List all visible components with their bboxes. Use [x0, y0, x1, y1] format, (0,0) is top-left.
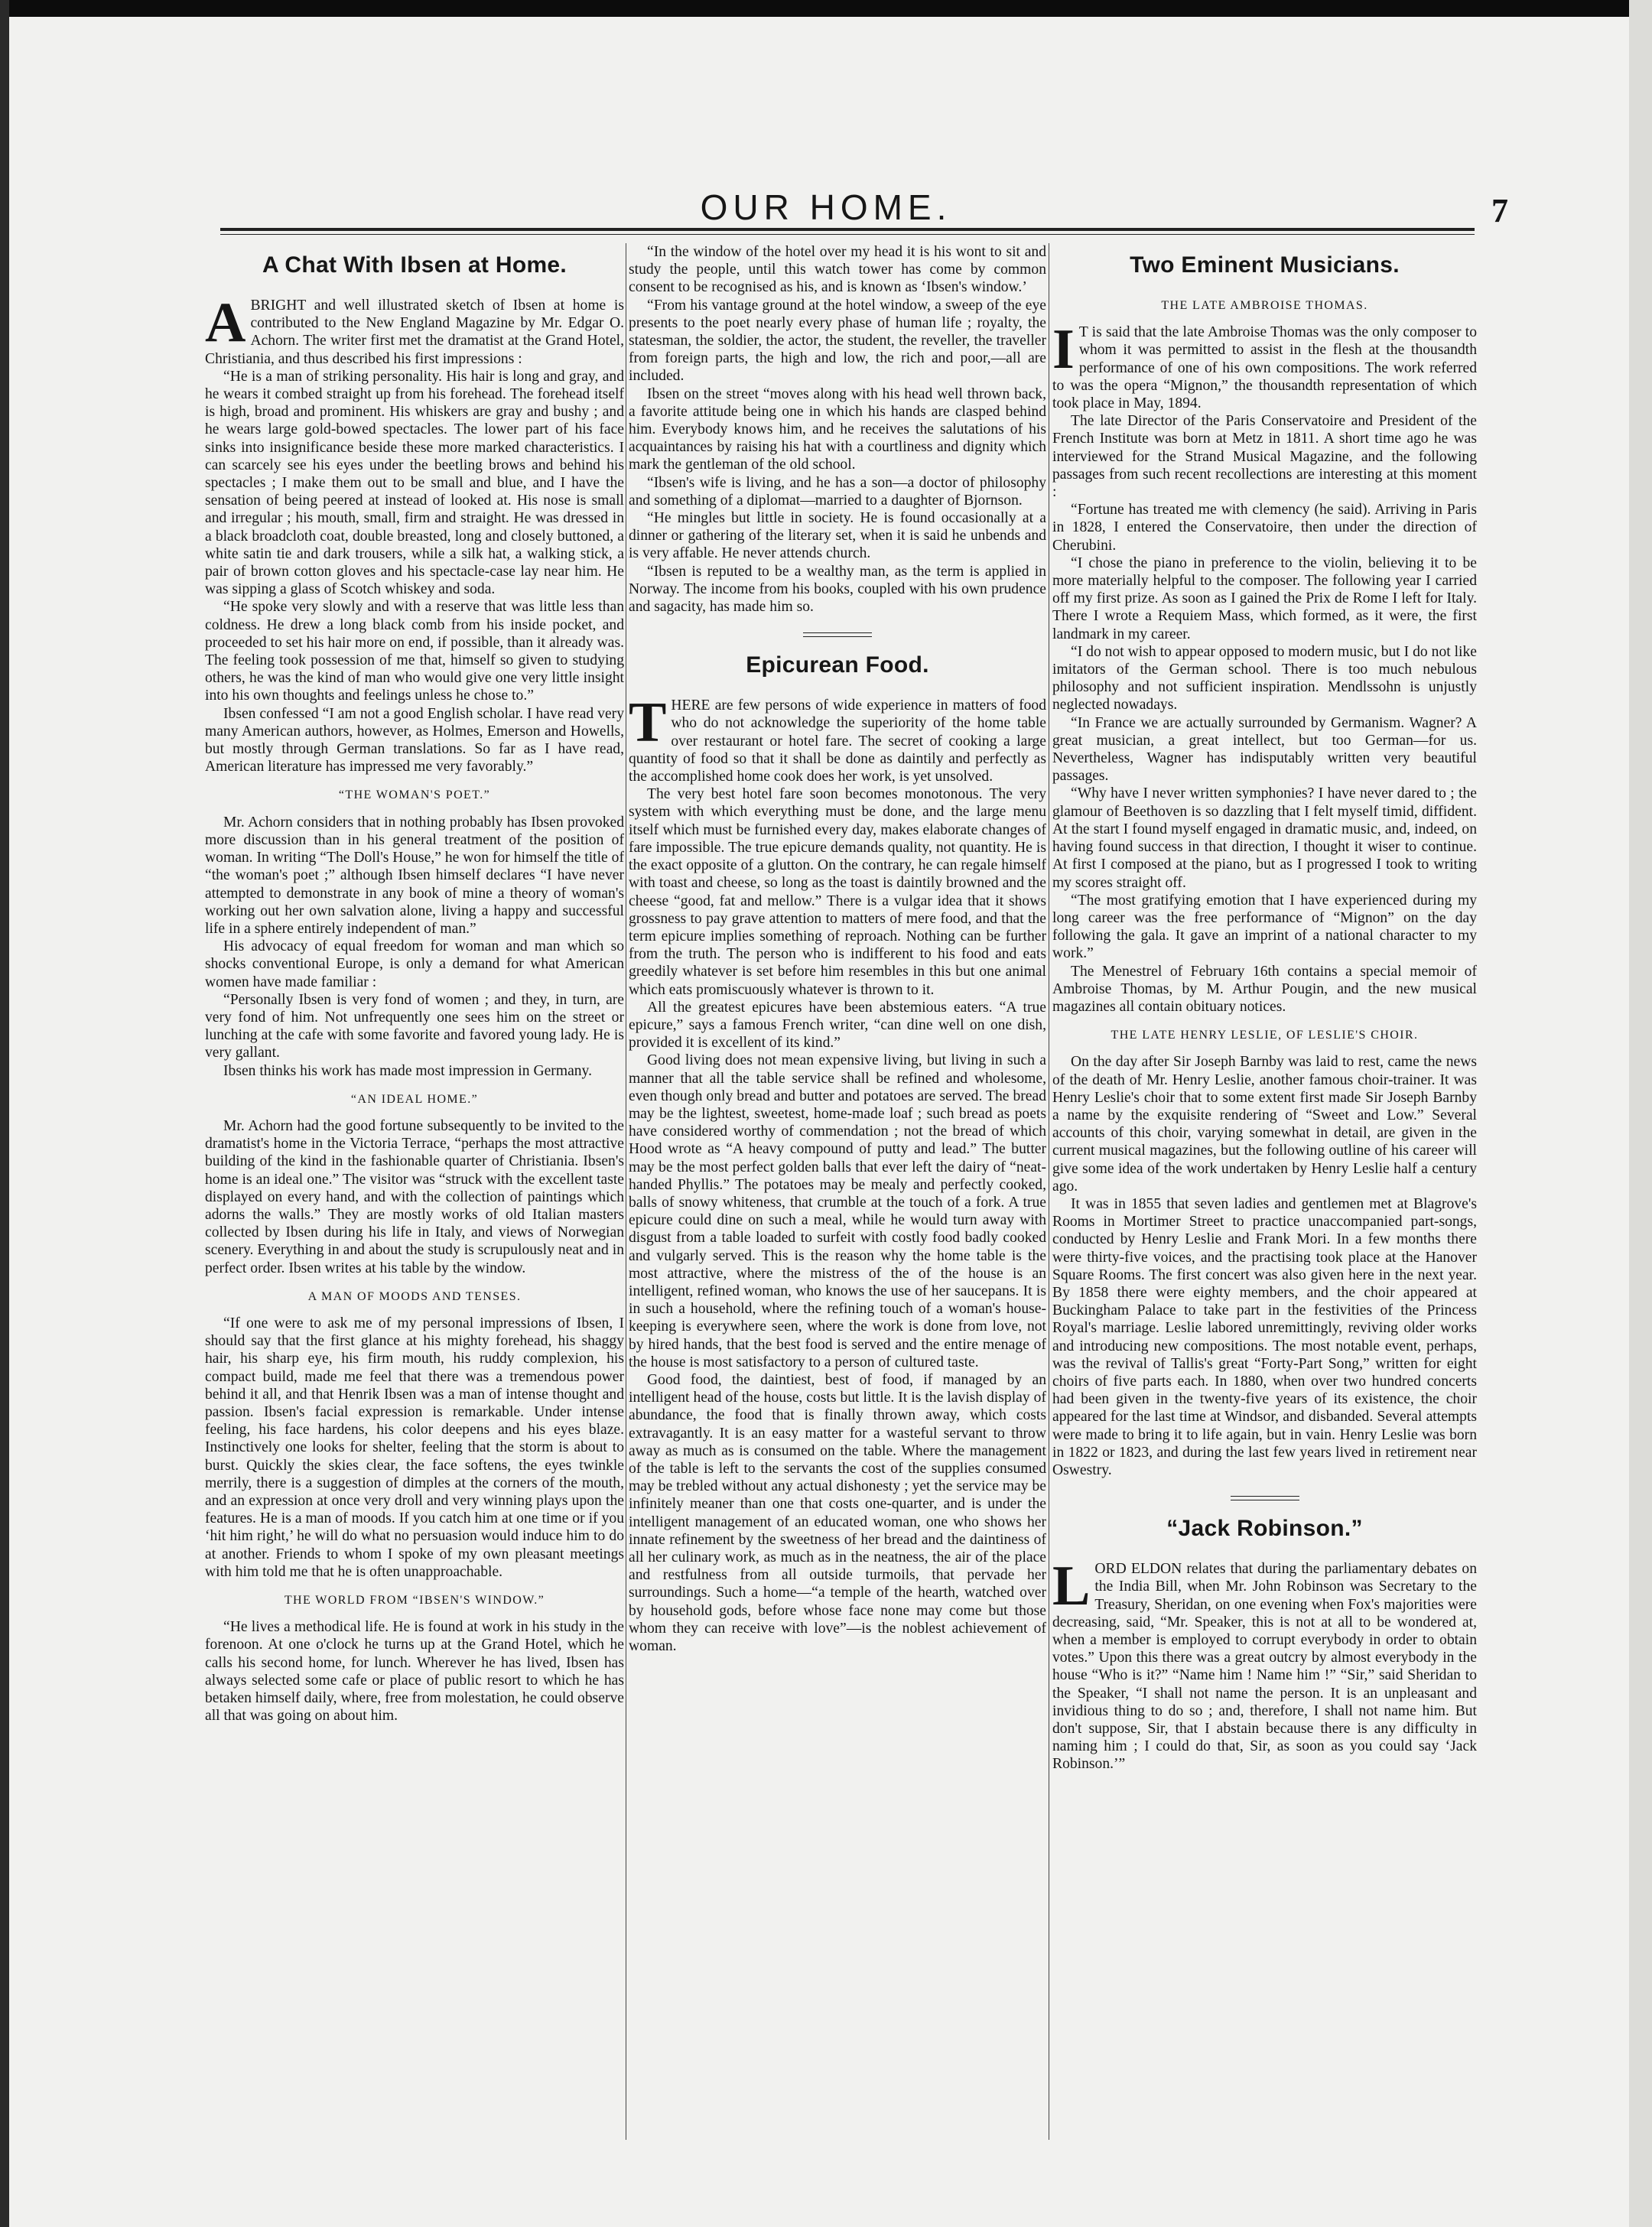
section-divider: [1231, 1496, 1299, 1500]
subheading: THE LATE HENRY LESLIE, OF LESLIE'S CHOIR.: [1111, 1029, 1419, 1042]
paragraph: “He spoke very slowly and with a reserve that was little less than coldness. He drew a long black comb from his inside pocket, and proceeded to set his hair more on end, if possible, than it already was. The feeling took possession of me that, himself so given to studying others, he was the kind of man who would give one very little insight into his own thoughts and feelings unless he chose to.”: [205, 599, 624, 704]
article-intro: [1052, 1555, 1477, 1773]
paragraph: “The most gratifying emotion that I have experienced during my long career was the free performance of “Mignon” on the day following the gala. It gave an imprint of a national character to my work.”: [1052, 892, 1477, 962]
column-1: [205, 243, 624, 2201]
column-2: [629, 243, 1046, 2201]
subheading: “THE WOMAN'S POET.”: [338, 788, 491, 802]
subheading: “AN IDEAL HOME.”: [350, 1092, 479, 1106]
paragraph: The late Director of the Paris Conservatoire and President of the French Institute was born at Metz in 1811. A short time ago he was interviewed for the Strand Musical Magazine, and the following passages from such recent recollections are interesting at this moment :: [1052, 413, 1477, 501]
article-title-musicians: Two Eminent Musicians.: [1130, 252, 1400, 278]
drop-cap: A: [205, 291, 246, 354]
paragraph: It was in 1855 that seven ladies and gentlemen met at Blagrove's Rooms in Mortimer Street to practice unaccompanied part-songs, conducted by Henry Leslie and Frank Mori. In a few months there were thirty-five voices, and the practising took place at the Hanover Square Rooms. The first concert was also given here in the next year. By 1858 there were eighty members, and the choir appeared at Buckingham Palace to take part in the festivities of the Princess Royal's marriage. Leslie labored unremittingly, reviving older works and introducing new compositions. The most notable event, perhaps, was the revival of Tallis's great “Forty-Part Song,” written for eight choirs of five parts each. In 1880, when over two hundred concerts had been given in the twenty-five years of its existence, the choir appeared for the last time at Windsor, and disbanded. Several attempts were made to bring it to life again, but in vain. Henry Leslie was born in 1822 or 1823, and during the last few years lived in retirement near Oswestry.: [1052, 1195, 1477, 1478]
subheading: THE WORLD FROM “IBSEN'S WINDOW.”: [284, 1594, 545, 1608]
page-number: 7: [1491, 192, 1508, 229]
scan-top-edge: [0, 0, 1652, 17]
paragraph: The Menestrel of February 16th contains a special memoir of Ambroise Thomas, by M. Arthur Pougin, and the new musical magazines all contain obituary notices.: [1052, 963, 1477, 1015]
paragraph: “He mingles but little in society. He is found occasionally at a dinner or gathering of the literary set, when it is said he unbends and is very affable. He never attends church.: [629, 510, 1046, 562]
paragraph: “Personally Ibsen is very fond of women ; and they, in turn, are very fond of him. Not unfrequently one sees him on the street or lunching at the cafe with some favorite and favored young lady. He is very gallant.: [205, 991, 624, 1061]
paragraph: On the day after Sir Joseph Barnby was laid to rest, came the news of the death of Mr. Henry Leslie, another famous choir-trainer. It was Henry Leslie's choir that to some extent first made Sir Joseph Barnby a name by the exquisite rendering of “Sweet and Low.” Several accounts of this choir, varying somewhat in detail, are given in the current musical magazines, but the following outline of his career will give some idea of the work undertaken by Henry Leslie half a century ago.: [1052, 1054, 1477, 1195]
paragraph: Mr. Achorn considers that in nothing probably has Ibsen provoked more discussion than in his general treatment of the position of woman. In writing “The Doll's House,” he won for himself the title of “the woman's poet ;” although Ibsen himself declares “I have never attempted to demonstrate in any book of mine a theory of woman's working out her own salvation alone, living a happy and successful life in a sphere entirely independent of man.”: [205, 814, 624, 937]
header-rule: [220, 228, 1475, 231]
intro-text: BRIGHT and well illustrated sketch of Ibsen at home is contributed to the New England Magazine by Mr. Edgar O. Achorn. The writer first met the dramatist at the Grand Hotel, Christiania, and thus described his first impressions :: [205, 297, 624, 367]
paragraph: “In the window of the hotel over my head it is his wont to sit and study the people, until this watch tower has come by common consent to be recognised as his, and is known as ‘Ibsen's window.’: [629, 244, 1046, 296]
paragraph: “From his vantage ground at the hotel window, a sweep of the eye presents to the poet nearly every phase of human life ; royalty, the statesman, the soldier, the actor, the student, the reveller, the traveller from foreign parts, the high and low, the rich and poor,—all are included.: [629, 297, 1046, 385]
drop-cap: T: [629, 691, 667, 755]
paragraph: “I chose the piano in preference to the violin, believing it to be more materially helpful to the composer. The following year I carried off my first prize. As soon as I gained the Prix de Rome I left for Italy. There I wrote a Requiem Mass, which formed, as it were, the first landmark in my career.: [1052, 554, 1477, 642]
subheading: A MAN OF MOODS AND TENSES.: [307, 1289, 522, 1303]
paragraph: Good food, the daintiest, best of food, if managed by an intelligent head of the house, costs but little. It is the lavish display of abundance, the food that is finally thrown away, which costs extravagantly. It is an easy matter for a wasteful servant to throw away as much as is consumed on the table. Where the management of the table is left to the servants the cost of the supplies consumed may be trebled without any actual dishonesty ; yet the service may be infinitely meaner than one that costs one-quarter, and is under the intelligent management of an educated woman, one who shows her innate refinement by the sweetness of her bread and the daintiness of all her culinary work, as much as in the neatness, the air of the place and restfulness from all outside turmoils, that pervade her surroundings. Such a home—“a temple of the hearth, watched over by household gods, before whose face none may come but those whom they can receive with love”—is the noblest achievement of woman.: [629, 1371, 1046, 1655]
paragraph: “If one were to ask me of my personal impressions of Ibsen, I should say that the first glance at his mighty forehead, his shaggy hair, his sharp eye, his firm mouth, his ruddy complexion, his compact build, made me feel that there was a tremendous power behind it all, and that Henrik Ibsen was a man of intense thought and passion. Ibsen's facial expression is remarkable. Under intense feeling, his face hardens, his color deepens and his eyes blaze. Instinctively one looks for shelter, feeling that the storm is about to burst. Quickly the skies clear, the face softens, the eyes twinkle merrily, there is a suggestion of dimples at the corners of the mouth, and an expression at once very droll and very winning plays upon the features. He is a man of moods. If you catch him at one time or if you ‘hit him right,’ he will do what no persuasion would induce him to do at another. Friends to whom I spoke of my own pleasant meetings with him told me that he is often unapproachable.: [205, 1315, 624, 1580]
drop-cap: L: [1052, 1555, 1091, 1618]
paragraph: The very best hotel fare soon becomes monotonous. The very system with which everything must be done, and the large menu itself which must be furnished every day, makes elaborate changes of fare impossible. The true epicure demands quality, not quantity. He is the exact opposite of a glutton. On the contrary, he can regale himself with toast and cheese, so long as the toast is daintily browned and the cheese “good, fat and mellow.” There is a vulgar idea that it shows grossness to pay grave attention to matters of mere food, and that the term epicure implies something of reproach. Nothing can be further from the truth. The person who is indifferent to his food and eats greedily whatever is set before him resembles in this but one animal which eats promiscuously whatever is thrown to it.: [629, 786, 1046, 998]
paragraph: “Ibsen's wife is living, and he has a son—a doctor of philosophy and something of a diplomat—married to a daughter of Bjornson.: [629, 474, 1046, 509]
paragraph: Good living does not mean expensive living, but living in such a manner that all the table service shall be refined and wholesome, even though only bread and butter and potatoes are served. The bread may be the lightest, sweetest, home-made loaf ; such bread as poets have considered worthy of commendation ; not the bread of which Hood wrote as “A heavy compound of putty and lead.” The butter may be the most perfect golden balls that ever left the dairy of “neat-handed Phyllis.” The potatoes may be mealy and perfectly cooked, balls of snowy whiteness, that crumble at the touch of a fork. A true epicure could dine on such a meal, while he would turn away with disgust from a table loaded to surfeit with costly food badly cooked and vulgarly served. This is the reason why the home table is the most attractive, where the mistress of the of the house is an intelligent, refined woman, who knows the use of her saucepans. It is in such a household, where the refining touch of a woman's house-keeping is everywhere seen, where the work is done from love, not by hired hands, that the best food is served and the entire menage of the house is most satisfactory to a person of cultured taste.: [629, 1052, 1046, 1370]
paragraph: Ibsen confessed “I am not a good English scholar. I have read very many American authors, however, as Holmes, Emerson and Howells, but mostly through German translations. So far as I have read, American literature has impressed me very favorably.”: [205, 705, 624, 775]
article-title-epicurean: Epicurean Food.: [746, 652, 929, 678]
drop-cap: I: [1052, 318, 1075, 382]
column-3: [1052, 243, 1477, 2201]
intro-text: ORD ELDON relates that during the parliamentary debates on the India Bill, when Mr. John Robinson was Secretary to the Treasury, Sheridan, on one evening when Fox's majorities were decreasing, said, “Mr. Speaker, this is not at all to be wondered at, when a member is employed to corrupt everybody in order to obtain votes.” Upon this there was a great outcry by almost everybody in the house “Who is it?” “Name him ! Name him !” “Sir,” said Sheridan to the Speaker, “I shall not name the person. It is an unpleasant and invidious thing to do so ; and, therefore, I shall not name him. But don't suppose, Sir, that I abstain because there is any difficulty in naming him ; I could do that, Sir, as soon as you could say ‘Jack Robinson.’”: [1052, 1561, 1477, 1773]
paragraph: “I do not wish to appear opposed to modern music, but I do not like imitators of the German school. There is too much nebulous philosophy and not sufficient inspiration. Mendlssohn is unjustly neglected nowadays.: [1052, 643, 1477, 714]
header-rule-thin: [220, 234, 1475, 235]
article-title-ibsen: A Chat With Ibsen at Home.: [262, 252, 567, 278]
article-intro: [1052, 318, 1477, 412]
article-title-jack-robinson: “Jack Robinson.”: [1166, 1516, 1363, 1542]
subheading: THE LATE AMBROISE THOMAS.: [1161, 299, 1368, 312]
paragraph: “He lives a methodical life. He is found at work in his study in the forenoon. At one o'clock he turns up at the Grand Hotel, which he calls his second home, for lunch. Wherever he has lived, Ibsen has always selected some cafe or place of public resort to which he has betaken himself daily, where, free from molestation, he could observe all that was going on about him.: [205, 1619, 624, 1725]
paragraph: Mr. Achorn had the good fortune subsequently to be invited to the dramatist's home in the Victoria Terrace, “perhaps the most attractive building of the kind in the fashionable quarter of Christiania. Ibsen's home is an ideal one.” The visitor was “struck with the excellent taste displayed on every hand, and with the collection of paintings which adorns the walls.” They are mostly works of old Italian masters collected by Ibsen during his life in Italy, and views of Norwegian scenery. Everything in and about the study is scrupulously neat and in perfect order. Ibsen writes at his table by the window.: [205, 1117, 624, 1276]
paragraph: His advocacy of equal freedom for woman and man which so shocks conventional Europe, is only a demand for what American women have made familiar :: [205, 938, 624, 990]
masthead-title: OUR HOME.: [700, 187, 952, 227]
article-intro: [629, 691, 1046, 785]
paragraph: All the greatest epicures have been abstemious eaters. “A true epicure,” says a famous French writer, “can dine well on one dish, provided it is excellent of its kind.”: [629, 999, 1046, 1052]
paragraph: “Why have I never written symphonies? I have never dared to ; the glamour of Beethoven is so dazzling that I felt myself timid, diffident. At the start I found myself engaged in dramatic music, and, indeed, on having found success in that direction, I thought it wiser to continue. At first I composed at the piano, but as I progressed I took to writing my scores straight off.: [1052, 785, 1477, 891]
scan-right-edge: [1629, 0, 1652, 2227]
intro-text: HERE are few persons of wide experience in matters of food who do not acknowledge the superiority of the home table over restaurant or hotel fare. The secret of cooking a large quantity of food so that it shall be done as daintily and perfectly as the accomplished home cook does her work, is yet unsolved.: [629, 697, 1046, 785]
paragraph: Ibsen on the street “moves along with his head well thrown back, a favorite attitude being one in which his hands are clasped behind him. Everybody knows him, and he receives the salutations of his acquaintances by raising his hat with a courtliness and dignity which mark the gentleman of the old school.: [629, 385, 1046, 473]
section-divider: [803, 632, 872, 637]
paragraph: “He is a man of striking personality. His hair is long and gray, and he wears it combed straight up from his forehead. The forehead itself is high, broad and prominent. His whiskers are gray and bushy ; and he wears large gold-bowed spectacles. The lower part of his face sinks into insignificance beside these more marked characteristics. I can scarcely see his eyes under the beetling brows and behind his spectacles ; I make them out to be small and blue, and I have the sensation of being peered at instead of looked at. His nose is small and irregular ; his mouth, small, firm and straight. He was dressed in a black broadcloth coat, double breasted, long and closely buttoned, a white satin tie and dark trousers, while a silk hat, a walking stick, a pair of brown cotton gloves and his spectacle-case lay near him. He was sipping a glass of Scotch whiskey and soda.: [205, 368, 624, 598]
paragraph: “Fortune has treated me with clemency (he said). Arriving in Paris in 1828, I entered the Conservatoire, then under the direction of Cherubini.: [1052, 502, 1477, 554]
article-intro: [205, 291, 624, 368]
paragraph: “Ibsen is reputed to be a wealthy man, as the term is applied in Norway. The income from his books, coupled with his own prudence and sagacity, has made him so.: [629, 563, 1046, 616]
intro-text: T is said that the late Ambroise Thomas was the only composer to whom it was permitted to assist in the flesh at the thousandth performance of one of his own compositions. The work referred to was the opera “Mignon,” the thousandth representation of which took place in May, 1894.: [1052, 324, 1477, 412]
scan-left-edge: [0, 0, 9, 2227]
paragraph: Ibsen thinks his work has made most impression in Germany.: [223, 1062, 592, 1079]
paragraph: “In France we are actually surrounded by Germanism. Wagner? A great musician, a great intellect, but too German—for us. Nevertheless, Wagner has indisputably written very beautiful passages.: [1052, 714, 1477, 785]
